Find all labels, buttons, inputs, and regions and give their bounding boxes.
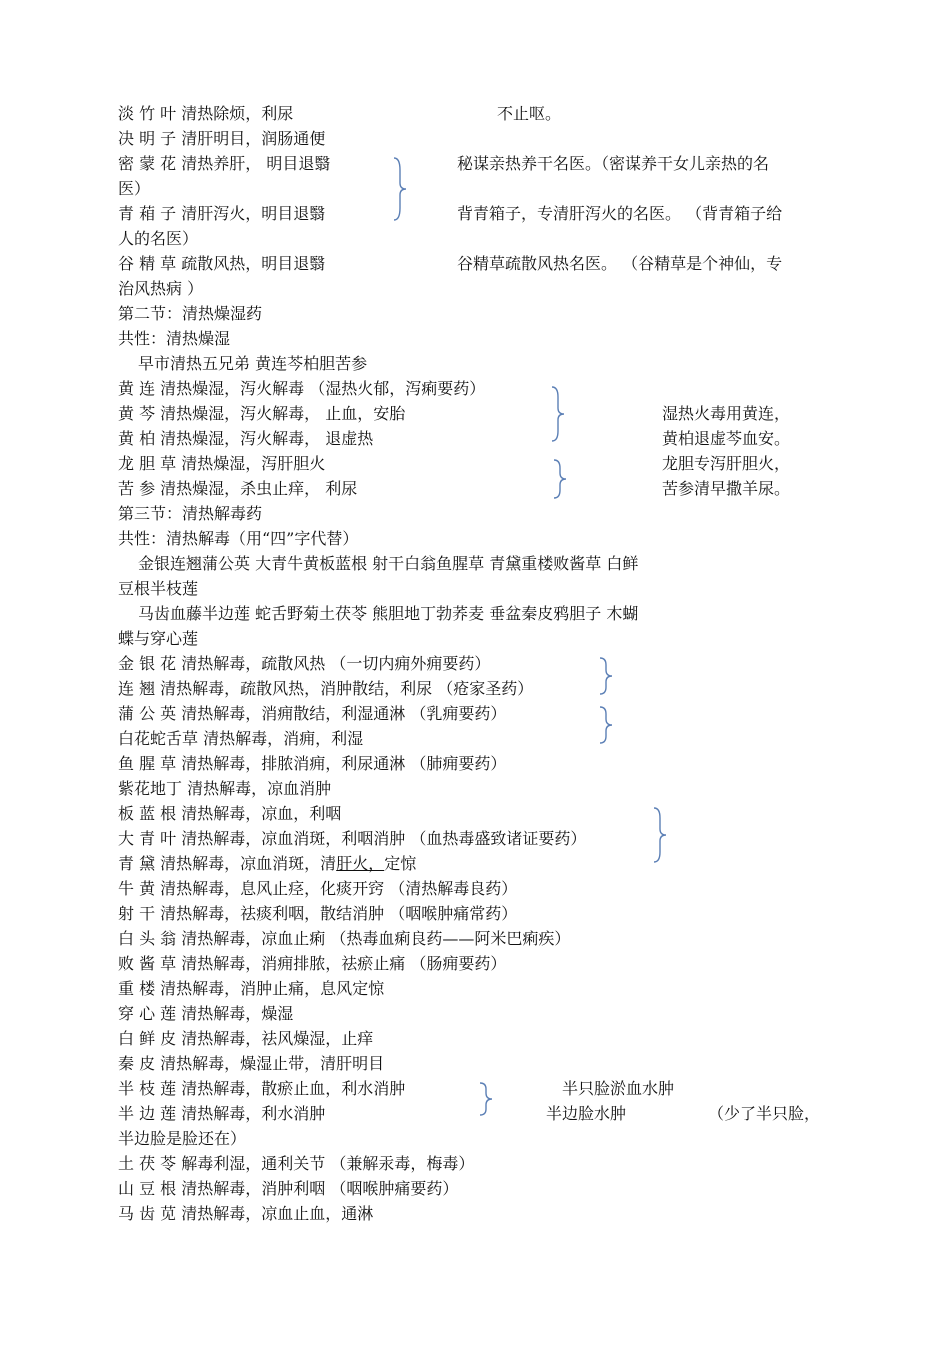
text-line: 医）: [118, 179, 151, 198]
right-brace-icon: [478, 1081, 494, 1117]
text-line: 共性：清热燥湿: [118, 329, 231, 348]
text-line: 板 蓝 根 清热解毒，凉血，利咽: [118, 804, 342, 823]
text-line: 谷精草疏散风热名医。 （谷精草是个神仙，专: [457, 254, 783, 273]
right-brace-icon: [552, 458, 568, 500]
text-line: 背青箱子，专清肝泻火的名医。 （背青箱子给: [457, 204, 783, 223]
text-line: 黄 芩 清热燥湿，泻火解毒， 止血，安胎: [118, 404, 406, 423]
text-line: 紫花地丁 清热解毒，凉血消肿: [118, 779, 332, 798]
text-line: [118, 853, 416, 875]
mnemonic-line: 马齿血藤半边莲 蛇舌野菊土茯苓 熊胆地丁勃荞麦 垂盆秦皮鸦胆子 木蝴: [138, 604, 639, 623]
text-line: 白 头 翁 清热解毒，凉血止痢 （热毒血痢良药——阿米巴痢疾）: [118, 929, 571, 948]
text-line: 山 豆 根 清热解毒，消肿利咽 （咽喉肿痛要药）: [118, 1179, 459, 1198]
text-segment: 定惊: [384, 854, 417, 873]
text-line: 穿 心 莲 清热解毒，燥湿: [118, 1004, 294, 1023]
text-line: 白 鲜 皮 清热解毒，祛风燥湿，止痒: [118, 1029, 374, 1048]
text-line: 湿热火毒用黄连，: [662, 404, 791, 423]
underlined-text: 肝火，: [336, 854, 385, 873]
text-line: 谷 精 草 疏散风热，明目退翳: [118, 254, 326, 273]
text-line: 秘谋亲热养干名医。（密谋养干女儿亲热的名: [457, 154, 770, 173]
text-line: 豆根半枝莲: [118, 579, 199, 598]
text-line: 黄柏退虚芩血安。: [662, 429, 791, 448]
text-line: 马 齿 苋 清热解毒，凉血止血，通淋: [118, 1204, 374, 1223]
text-line: 共性：清热解毒（用“四”字代替）: [118, 529, 359, 548]
text-line: 苦 参 清热燥湿，杀虫止痒， 利尿: [118, 479, 358, 498]
text-line: 金 银 花 清热解毒，疏散风热 （一切内痈外痈要药）: [118, 654, 491, 673]
text-segment: 青 黛 清热解毒，凉血消斑，清: [118, 854, 337, 873]
text-line: 蝶与穿心莲: [118, 629, 199, 648]
text-line: 人的名医）: [118, 229, 199, 248]
text-line: 土 茯 苓 解毒利湿，通利关节 （兼解汞毒，梅毒）: [118, 1154, 475, 1173]
text-line: 半边脸水肿: [546, 1104, 627, 1123]
text-line: 蒲 公 英 清热解毒，消痈散结，利湿通淋 （乳痈要药）: [118, 704, 507, 723]
text-line: 苦参清早撒羊尿。: [662, 479, 791, 498]
right-brace-icon: [598, 705, 614, 745]
text-line: 黄 柏 清热燥湿，泻火解毒， 退虚热: [118, 429, 374, 448]
text-line: 半 边 莲 清热解毒，利水消肿: [118, 1104, 326, 1123]
text-line: 牛 黄 清热解毒，息风止痉，化痰开窍 （清热解毒良药）: [118, 879, 518, 898]
text-line: 不止呕。: [497, 104, 562, 123]
text-line: 龙胆专泻肝胆火，: [662, 454, 791, 473]
text-line: 黄 连 清热燥湿，泻火解毒 （湿热火郁，泻痢要药）: [118, 379, 486, 398]
text-line: 白花蛇舌草 清热解毒，消痈，利湿: [118, 729, 364, 748]
right-brace-icon: [652, 806, 668, 864]
text-line: 连 翘 清热解毒，疏散风热，消肿散结，利尿 （疮家圣药）: [118, 679, 534, 698]
mnemonic-line: 金银连翘蒲公英 大青牛黄板蓝根 射干白翁鱼腥草 青黛重楼败酱草 白鲜: [138, 554, 639, 573]
text-line: （少了半只脸，: [708, 1104, 821, 1123]
text-line: 败 酱 草 清热解毒，消痈排脓，祛瘀止痛 （肠痈要药）: [118, 954, 507, 973]
text-line: 治风热病 ）: [118, 279, 204, 298]
text-line: 青 葙 子 清肝泻火，明目退翳: [118, 204, 326, 223]
text-line: 大 青 叶 清热解毒，凉血消斑，利咽消肿 （血热毒盛致诸证要药）: [118, 829, 587, 848]
text-line: 重 楼 清热解毒，消肿止痛，息风定惊: [118, 979, 385, 998]
mnemonic-line: 早市清热五兄弟 黄连芩柏胆苦参: [138, 354, 368, 373]
text-line: 决 明 子 清肝明目，润肠通便: [118, 129, 326, 148]
right-brace-icon: [550, 385, 566, 443]
text-line: 鱼 腥 草 清热解毒，排脓消痈，利尿通淋 （肺痈要药）: [118, 754, 507, 773]
text-line: 半边脸是脸还在）: [118, 1129, 247, 1148]
section-title: 第三节：清热解毒药: [118, 504, 263, 523]
text-line: 半只脸淤血水肿: [562, 1079, 675, 1098]
text-line: 射 干 清热解毒，祛痰利咽，散结消肿 （咽喉肿痛常药）: [118, 904, 518, 923]
right-brace-icon: [598, 656, 614, 696]
text-line: 半 枝 莲 清热解毒，散瘀止血，利水消肿: [118, 1079, 406, 1098]
text-line: 秦 皮 清热解毒，燥湿止带，清肝明目: [118, 1054, 385, 1073]
right-brace-icon: [392, 156, 408, 222]
text-line: 密 蒙 花 清热养肝， 明目退翳: [118, 154, 331, 173]
section-title: 第二节：清热燥湿药: [118, 304, 263, 323]
text-line: 龙 胆 草 清热燥湿，泻肝胆火: [118, 454, 326, 473]
text-line: 淡 竹 叶 清热除烦，利尿: [118, 104, 294, 123]
